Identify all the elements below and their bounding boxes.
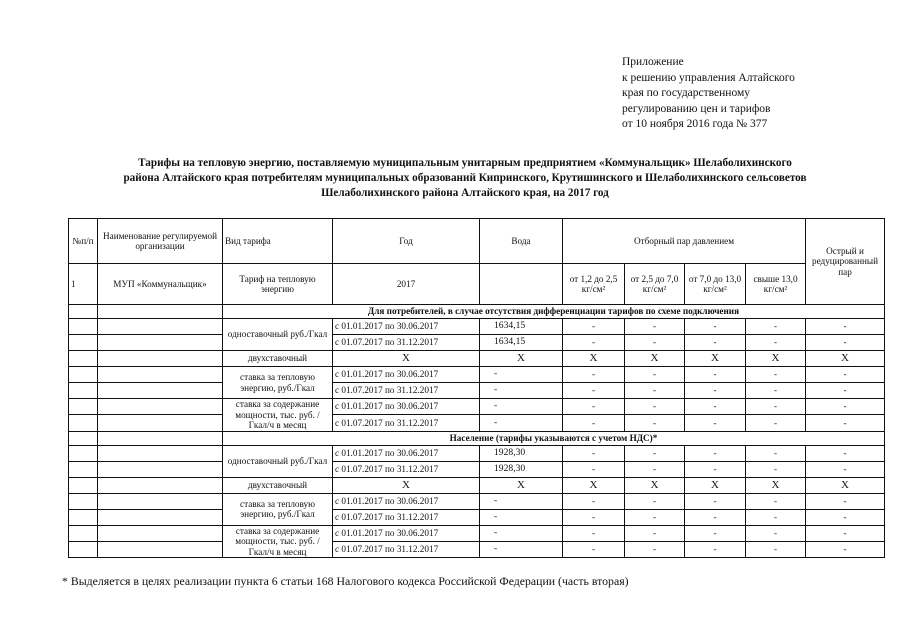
annex-line: регулированию цен и тарифов [622,102,771,115]
empty-cell [69,461,98,477]
steam-value: - [563,541,625,557]
steam-value: - [685,335,746,351]
title-line: района Алтайского края потребителям муниципальных образований Кипринского, Крутишинского и Шелаболихинского сельсоветов [123,172,807,184]
steam-value: - [625,335,685,351]
steam-value: Х [806,477,885,493]
footnote: * Выделяется в целях реализации пункта 6 статьи 168 Налогового кодекса Российской Федерации (часть вторая) [62,574,629,588]
steam-value: Х [563,351,625,367]
tariff-kind-label: ставка за тепловую энергию, руб./Гкал [223,367,333,399]
empty-cell [98,305,223,319]
water-value: - [480,367,563,383]
steam-value: - [806,541,885,557]
empty-cell [69,351,98,367]
empty-cell [69,399,98,415]
steam-value: - [806,493,885,509]
steam-value: - [685,319,746,335]
steam-value: - [806,461,885,477]
water-value: - [480,399,563,415]
tariff-name: Тариф на тепловую энергию [223,264,333,305]
water-empty-cell [480,264,563,305]
empty-cell [69,541,98,557]
steam-value: - [625,525,685,541]
steam-value: - [685,509,746,525]
empty-cell [98,431,223,445]
empty-cell [98,415,223,431]
table-row [69,383,885,399]
steam-value: - [685,493,746,509]
period-cell: Х [333,477,480,493]
document-title [40,156,890,201]
empty-cell [69,445,98,461]
period-cell: Х [333,351,480,367]
steam-value: - [563,367,625,383]
header-pressure-3: от 7,0 до 13,0 кг/см² [685,264,746,305]
header-steam: Отборный пар давлением [563,219,806,264]
steam-value: Х [685,477,746,493]
steam-value: - [746,367,806,383]
tariff-year: 2017 [333,264,480,305]
steam-value: - [625,445,685,461]
steam-value: - [746,525,806,541]
steam-value: - [746,541,806,557]
steam-value: - [563,383,625,399]
period-cell: с 01.01.2017 по 30.06.2017 [333,399,480,415]
tariff-table [68,218,885,558]
steam-value: - [625,541,685,557]
header-org-name: Наименование регулируемой организации [98,219,223,264]
steam-value: - [746,383,806,399]
steam-value: - [625,383,685,399]
empty-cell [69,477,98,493]
empty-cell [98,319,223,335]
steam-value: - [563,319,625,335]
empty-cell [98,367,223,383]
steam-value: - [625,493,685,509]
steam-value: Х [625,351,685,367]
steam-value: - [746,445,806,461]
empty-cell [98,541,223,557]
empty-cell [98,509,223,525]
steam-value: - [625,367,685,383]
header-row [69,264,885,305]
header-pressure-1: от 1,2 до 2,5 кг/см² [563,264,625,305]
empty-cell [69,431,98,445]
header-sharp-steam: Острый и редуцированный пар [806,219,885,305]
steam-value: - [563,525,625,541]
empty-cell [98,399,223,415]
section-title: Население (тарифы указываются с учетом НДС)* [223,431,885,445]
header-num: №п/п [69,219,98,264]
period-cell: с 01.01.2017 по 30.06.2017 [333,319,480,335]
table-row [69,367,885,383]
steam-value: Х [746,351,806,367]
water-value: Х [480,351,563,367]
steam-value: - [625,399,685,415]
table-row [69,525,885,541]
water-value: 1928,30 [480,445,563,461]
empty-cell [98,525,223,541]
empty-cell [69,415,98,431]
period-cell: с 01.01.2017 по 30.06.2017 [333,493,480,509]
row-number: 1 [69,264,98,305]
period-cell: с 01.01.2017 по 30.06.2017 [333,445,480,461]
table-row [69,399,885,415]
annex-line: к решению управления Алтайского [622,71,795,84]
title-line: Тарифы на тепловую энергию, поставляемую муниципальным унитарным предприятием «Коммунальщик» Шелаболихинского [138,157,792,169]
steam-value: - [746,335,806,351]
table-row [69,335,885,351]
table-row [69,493,885,509]
empty-cell [69,335,98,351]
water-value: - [480,493,563,509]
water-value: - [480,541,563,557]
steam-value: - [685,445,746,461]
header-year: Год [333,219,480,264]
header-pressure-2: от 2,5 до 7,0 кг/см² [625,264,685,305]
water-value: - [480,509,563,525]
steam-value: - [806,415,885,431]
steam-value: Х [625,477,685,493]
water-value: - [480,415,563,431]
empty-cell [98,383,223,399]
organization-name: МУП «Коммунальщик» [98,264,223,305]
steam-value: - [746,399,806,415]
steam-value: - [685,461,746,477]
steam-value: Х [685,351,746,367]
section-row [69,305,885,319]
annex-block [622,55,882,133]
tariff-kind-label: двухставочный [223,351,333,367]
steam-value: - [746,319,806,335]
steam-value: - [563,461,625,477]
empty-cell [69,305,98,319]
steam-value: - [806,383,885,399]
water-value: Х [480,477,563,493]
table-row [69,319,885,335]
steam-value: - [806,525,885,541]
annex-line: края по государственному [622,87,750,99]
steam-value: - [563,445,625,461]
steam-value: - [625,319,685,335]
tariff-kind-label: двухставочный [223,477,333,493]
steam-value: - [806,445,885,461]
table-row [69,509,885,525]
steam-value: - [806,319,885,335]
steam-value: - [685,383,746,399]
steam-value: - [685,541,746,557]
period-cell: с 01.07.2017 по 31.12.2017 [333,415,480,431]
table-row [69,541,885,557]
steam-value: - [685,367,746,383]
steam-value: - [563,399,625,415]
steam-value: - [806,399,885,415]
header-tariff-type: Вид тарифа [223,219,333,264]
steam-value: - [746,415,806,431]
period-cell: с 01.07.2017 по 31.12.2017 [333,461,480,477]
steam-value: Х [806,351,885,367]
steam-value: - [685,415,746,431]
header-row [69,219,885,264]
empty-cell [69,383,98,399]
period-cell: с 01.01.2017 по 30.06.2017 [333,367,480,383]
table-row [69,415,885,431]
steam-value: - [563,415,625,431]
table-row [69,461,885,477]
table-row [69,351,885,367]
period-cell: с 01.01.2017 по 30.06.2017 [333,525,480,541]
table-row [69,477,885,493]
period-cell: с 01.07.2017 по 31.12.2017 [333,509,480,525]
empty-cell [69,509,98,525]
steam-value: - [746,493,806,509]
empty-cell [69,319,98,335]
title-line: Шелаболихинского района Алтайского края, на 2017 год [321,187,609,199]
steam-value: - [806,509,885,525]
steam-value: - [625,415,685,431]
empty-cell [98,335,223,351]
period-cell: с 01.07.2017 по 31.12.2017 [333,335,480,351]
water-value: 1928,30 [480,461,563,477]
water-value: - [480,525,563,541]
tariff-kind-label: одноставочный руб./Гкал [223,319,333,351]
water-value: 1634,15 [480,319,563,335]
steam-value: - [746,461,806,477]
empty-cell [69,367,98,383]
period-cell: с 01.07.2017 по 31.12.2017 [333,383,480,399]
tariff-kind-label: ставка за содержание мощности, тыс. руб. /Гкал/ч в месяц [223,525,333,558]
empty-cell [98,493,223,509]
steam-value: - [563,509,625,525]
steam-value: - [746,509,806,525]
water-value: 1634,15 [480,335,563,351]
steam-value: - [625,509,685,525]
steam-value: - [563,335,625,351]
water-value: - [480,383,563,399]
steam-value: Х [563,477,625,493]
steam-value: - [685,399,746,415]
header-pressure-4: свыше 13,0 кг/см² [746,264,806,305]
tariff-kind-label: ставка за тепловую энергию, руб./Гкал [223,493,333,525]
header-water: Вода [480,219,563,264]
period-cell: с 01.07.2017 по 31.12.2017 [333,541,480,557]
annex-line: от 10 ноября 2016 года № 377 [622,118,768,130]
empty-cell [98,445,223,461]
empty-cell [98,477,223,493]
tariff-kind-label: ставка за содержание мощности, тыс. руб. /Гкал/ч в месяц [223,399,333,432]
steam-value: - [685,525,746,541]
table-row [69,445,885,461]
section-title: Для потребителей, в случае отсутствия дифференциации тарифов по схеме подключения [223,305,885,319]
empty-cell [69,525,98,541]
empty-cell [69,493,98,509]
steam-value: - [625,461,685,477]
tariff-kind-label: одноставочный руб./Гкал [223,445,333,477]
empty-cell [98,351,223,367]
section-row [69,431,885,445]
annex-line: Приложение [622,56,684,68]
empty-cell [98,461,223,477]
steam-value: - [806,335,885,351]
steam-value: - [806,367,885,383]
steam-value: Х [746,477,806,493]
steam-value: - [563,493,625,509]
